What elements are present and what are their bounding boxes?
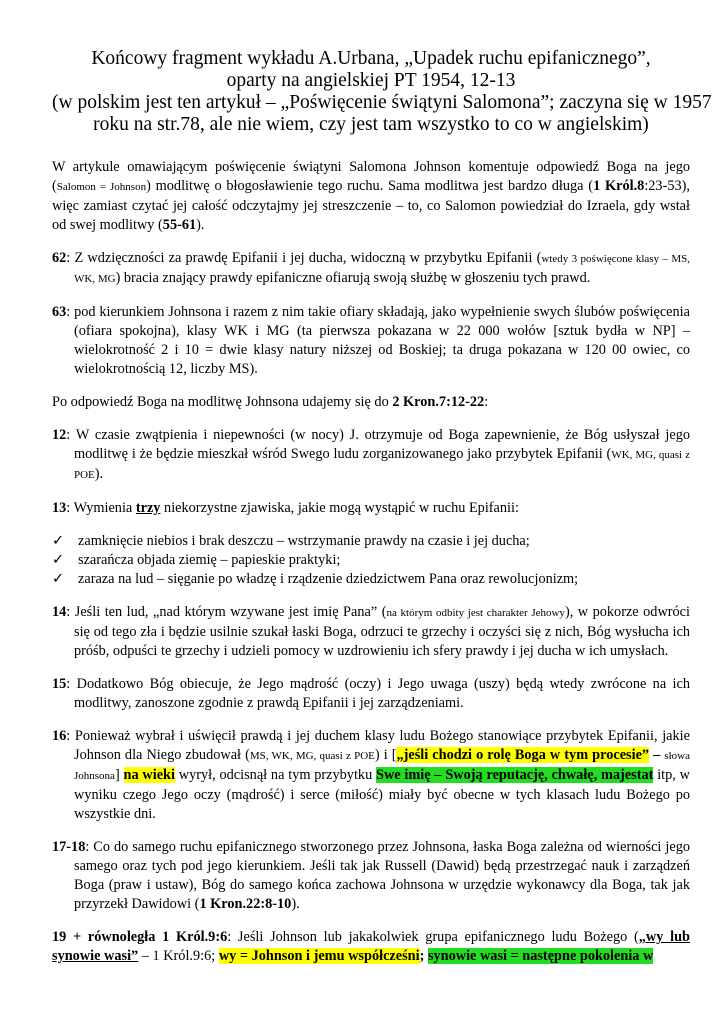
text: Po odpowiedź Boga na modlitwę Johnsona udajemy się do (52, 394, 393, 410)
emphasis: trzy (135, 500, 161, 516)
list-item-text: szarańcza objada ziemię – papieskie praktyki; (78, 552, 341, 568)
note: WK, MG, quasi z POE (74, 449, 691, 481)
note: na którym odbity jest charakter Jehowy (386, 607, 565, 619)
text: wyrył, odcisnął na tym przybytku (174, 767, 377, 783)
highlight-yellow: na wieki (123, 767, 175, 783)
verse-number: 19 + równoległa 1 Król.9:6 (52, 929, 228, 945)
verse-19-paragraph (52, 928, 690, 966)
verse-number: 15 (52, 676, 67, 692)
text: – 1 Król.9:6; (138, 948, 219, 964)
text: ) modlitwę o błogosławienie tego ruchu. Sama modlitwa jest bardzo długa ( (146, 178, 594, 194)
verse-12-paragraph (52, 426, 690, 485)
text: : Wymienia (66, 500, 136, 516)
note: MS, WK, MG, quasi z POE (249, 750, 375, 762)
verse-13-paragraph (52, 499, 690, 518)
text: niekorzystne zjawiska, jakie mogą wystąpić w ruchu Epifanii: (160, 500, 519, 516)
text: ; (419, 948, 428, 964)
emphasis: „wy lub synowie wasi” (52, 929, 690, 964)
text: : pod kierunkiem Johnsona i razem z nim takie ofiary składają, jako wypełnienie swych ślubów poświęcenia (ofiara spokojna), klasy WK i MG (ta pierwsza pokazana w 22 000 wołów [sztuk bydła w NP] – wielokrotność 2 i 10 = dwie klasy natury niższej od Boskiej; ta druga pokazana w 120 00 owiec, co wielokrotnością 12, liczby MS). (66, 304, 690, 377)
verse-62-paragraph (52, 249, 690, 289)
verse-63-paragraph (52, 303, 690, 379)
verse-number: 13 (52, 500, 67, 516)
verse-16-paragraph (52, 727, 690, 824)
verse-number: 14 (52, 604, 67, 620)
verse-number: 12 (52, 427, 67, 443)
highlight-yellow: „jeśli chodzi o rolę Boga w tym procesie” (396, 747, 650, 763)
bible-reference: 2 Kron.7:12-22 (392, 394, 485, 410)
text: : Jeśli ten lud, „nad którym wzywane jest imię Pana” ( (66, 604, 387, 620)
note: Salomon = Johnson (56, 181, 147, 193)
verse-number: 16 (52, 728, 67, 744)
text: : (484, 394, 489, 410)
text: : Co do samego ruchu epifanicznego stworzonego przez Johnsona, łaska Boga zależna od wierności jego samego oraz tych pod jego kierunkiem. Jeśli tak jak Russell (Dawid) będą przestrzegać nauk i zarządzeń Boga (praw i ustaw), Bóg do samego końca zachowa Johnsona w urzędzie wykonawcy dla Boga, tak jak przyrzekł Dawidowi ( (74, 839, 690, 912)
title-line: (w polskim jest ten artykuł – „Poświęcenie świątyni Salomona”; zaczyna się w 1957 (52, 92, 712, 113)
list-item-text: zaraza na lud – sięganie po władzę i rządzenie dziedzictwem Pana oraz rewolucjonizm; (78, 571, 579, 587)
list-item (52, 551, 690, 570)
text: : Z wdzięczności za prawdę Epifanii i jej ducha, widoczną w przybytku Epifanii ( (66, 250, 542, 266)
highlight-green: synowie wasi = następne pokolenia w (427, 948, 654, 964)
title-line: Końcowy fragment wykładu A.Urbana, „Upadek ruchu epifanicznego”, (91, 48, 651, 69)
list-item-text: zamknięcie niebios i brak deszczu – wstrzymanie prawdy na czasie i jej ducha; (78, 533, 530, 549)
list-item (52, 570, 690, 589)
checklist (52, 532, 690, 589)
text: ] (114, 767, 124, 783)
check-icon: ✓ (52, 533, 64, 549)
text: : W czasie zwątpienia i niepewności (w nocy) J. otrzymuje od Boga zapewnienie, że Bóg usłyszał jego modlitwę i że będzie mieszkał wśród Swego ludu zorganizowanego jako przybytek Epifanii ( (66, 427, 690, 462)
verse-number: 62 (52, 250, 67, 266)
verse-17-18-paragraph (52, 838, 690, 914)
title-line: oparty na angielskiej PT 1954, 12-13 (226, 70, 516, 91)
highlight-yellow: wy = Johnson i jemu współcześni (218, 948, 420, 964)
verse-number: 17-18 (52, 839, 86, 855)
text: ). (94, 466, 104, 482)
text: ). (196, 217, 205, 233)
text: W artykule omawiającym poświęcenie świątyni Salomona Johnson komentuje odpowiedź Boga na jego ( (52, 159, 690, 194)
kron-paragraph (52, 393, 690, 412)
text: ) i [ (374, 747, 397, 763)
text: ) bracia znający prawdy epifaniczne ofiarują swoją służbę w głoszeniu tych prawd. (115, 270, 591, 286)
document-title (52, 48, 712, 136)
text: itp, w wyniku czego Jego oczy (mądrość) i serce (miłość) miały być obecne w tych klasach ludu Bożego po wszystkie dni. (74, 767, 690, 822)
verse-15-paragraph (52, 675, 690, 713)
text: : Ponieważ wybrał i uświęcił prawdą i jej duchem klasy ludu Bożego stanowiące przybytek Epifanii, jakie Johnson dla Niego zbudował ( (66, 728, 690, 763)
check-icon: ✓ (52, 552, 64, 568)
bible-reference: 55-61 (162, 217, 197, 233)
list-item (52, 532, 690, 551)
title-line: roku na str.78, ale nie wiem, czy jest tam wszystko to co w angielskim) (93, 114, 649, 135)
text: :23-53), więc zamiast czytać jej całość odczytajmy jej streszczenie – to, co Salomon powiedział do Izraela, gdy wstał od swej modlitwy ( (52, 178, 690, 233)
text: ), w pokorze odwróci się od tego zła i będzie usilnie szukał łaski Boga, odrzuci te grzechy i oczyści się z nich, Bóg wysłucha ich próśb, odpuści te grzechy i udzieli pomocy w uzdrowieniu ich sfery prawdy i jej ducha w ich umysłach. (74, 604, 691, 659)
text: ). (291, 896, 300, 912)
text: – (649, 747, 665, 763)
verse-14-paragraph (52, 603, 690, 661)
text: : Jeśli Johnson lub jakakolwiek grupa epifanicznego ludu Bożego ( (227, 929, 639, 945)
text: : Dodatkowo Bóg obiecuje, że Jego mądrość (oczy) i Jego uwaga (uszy) będą wtedy zwrócone na ich modlitwy, zanoszone zgodnie z prawdą Epifanii i jej zarządzeniami. (66, 676, 690, 711)
bible-reference: 1 Król.8 (593, 178, 645, 194)
note: wtedy 3 poświęcone klasy – MS, WK, MG (74, 253, 690, 285)
note: słowa Johnsona (74, 750, 691, 782)
bible-reference: 1 Kron.22:8-10 (199, 896, 292, 912)
check-icon: ✓ (52, 571, 64, 587)
intro-paragraph (52, 158, 690, 235)
verse-number: 63 (52, 304, 67, 320)
highlight-green: Swe imię – Swoją reputację, chwałę, majestat (376, 767, 654, 783)
